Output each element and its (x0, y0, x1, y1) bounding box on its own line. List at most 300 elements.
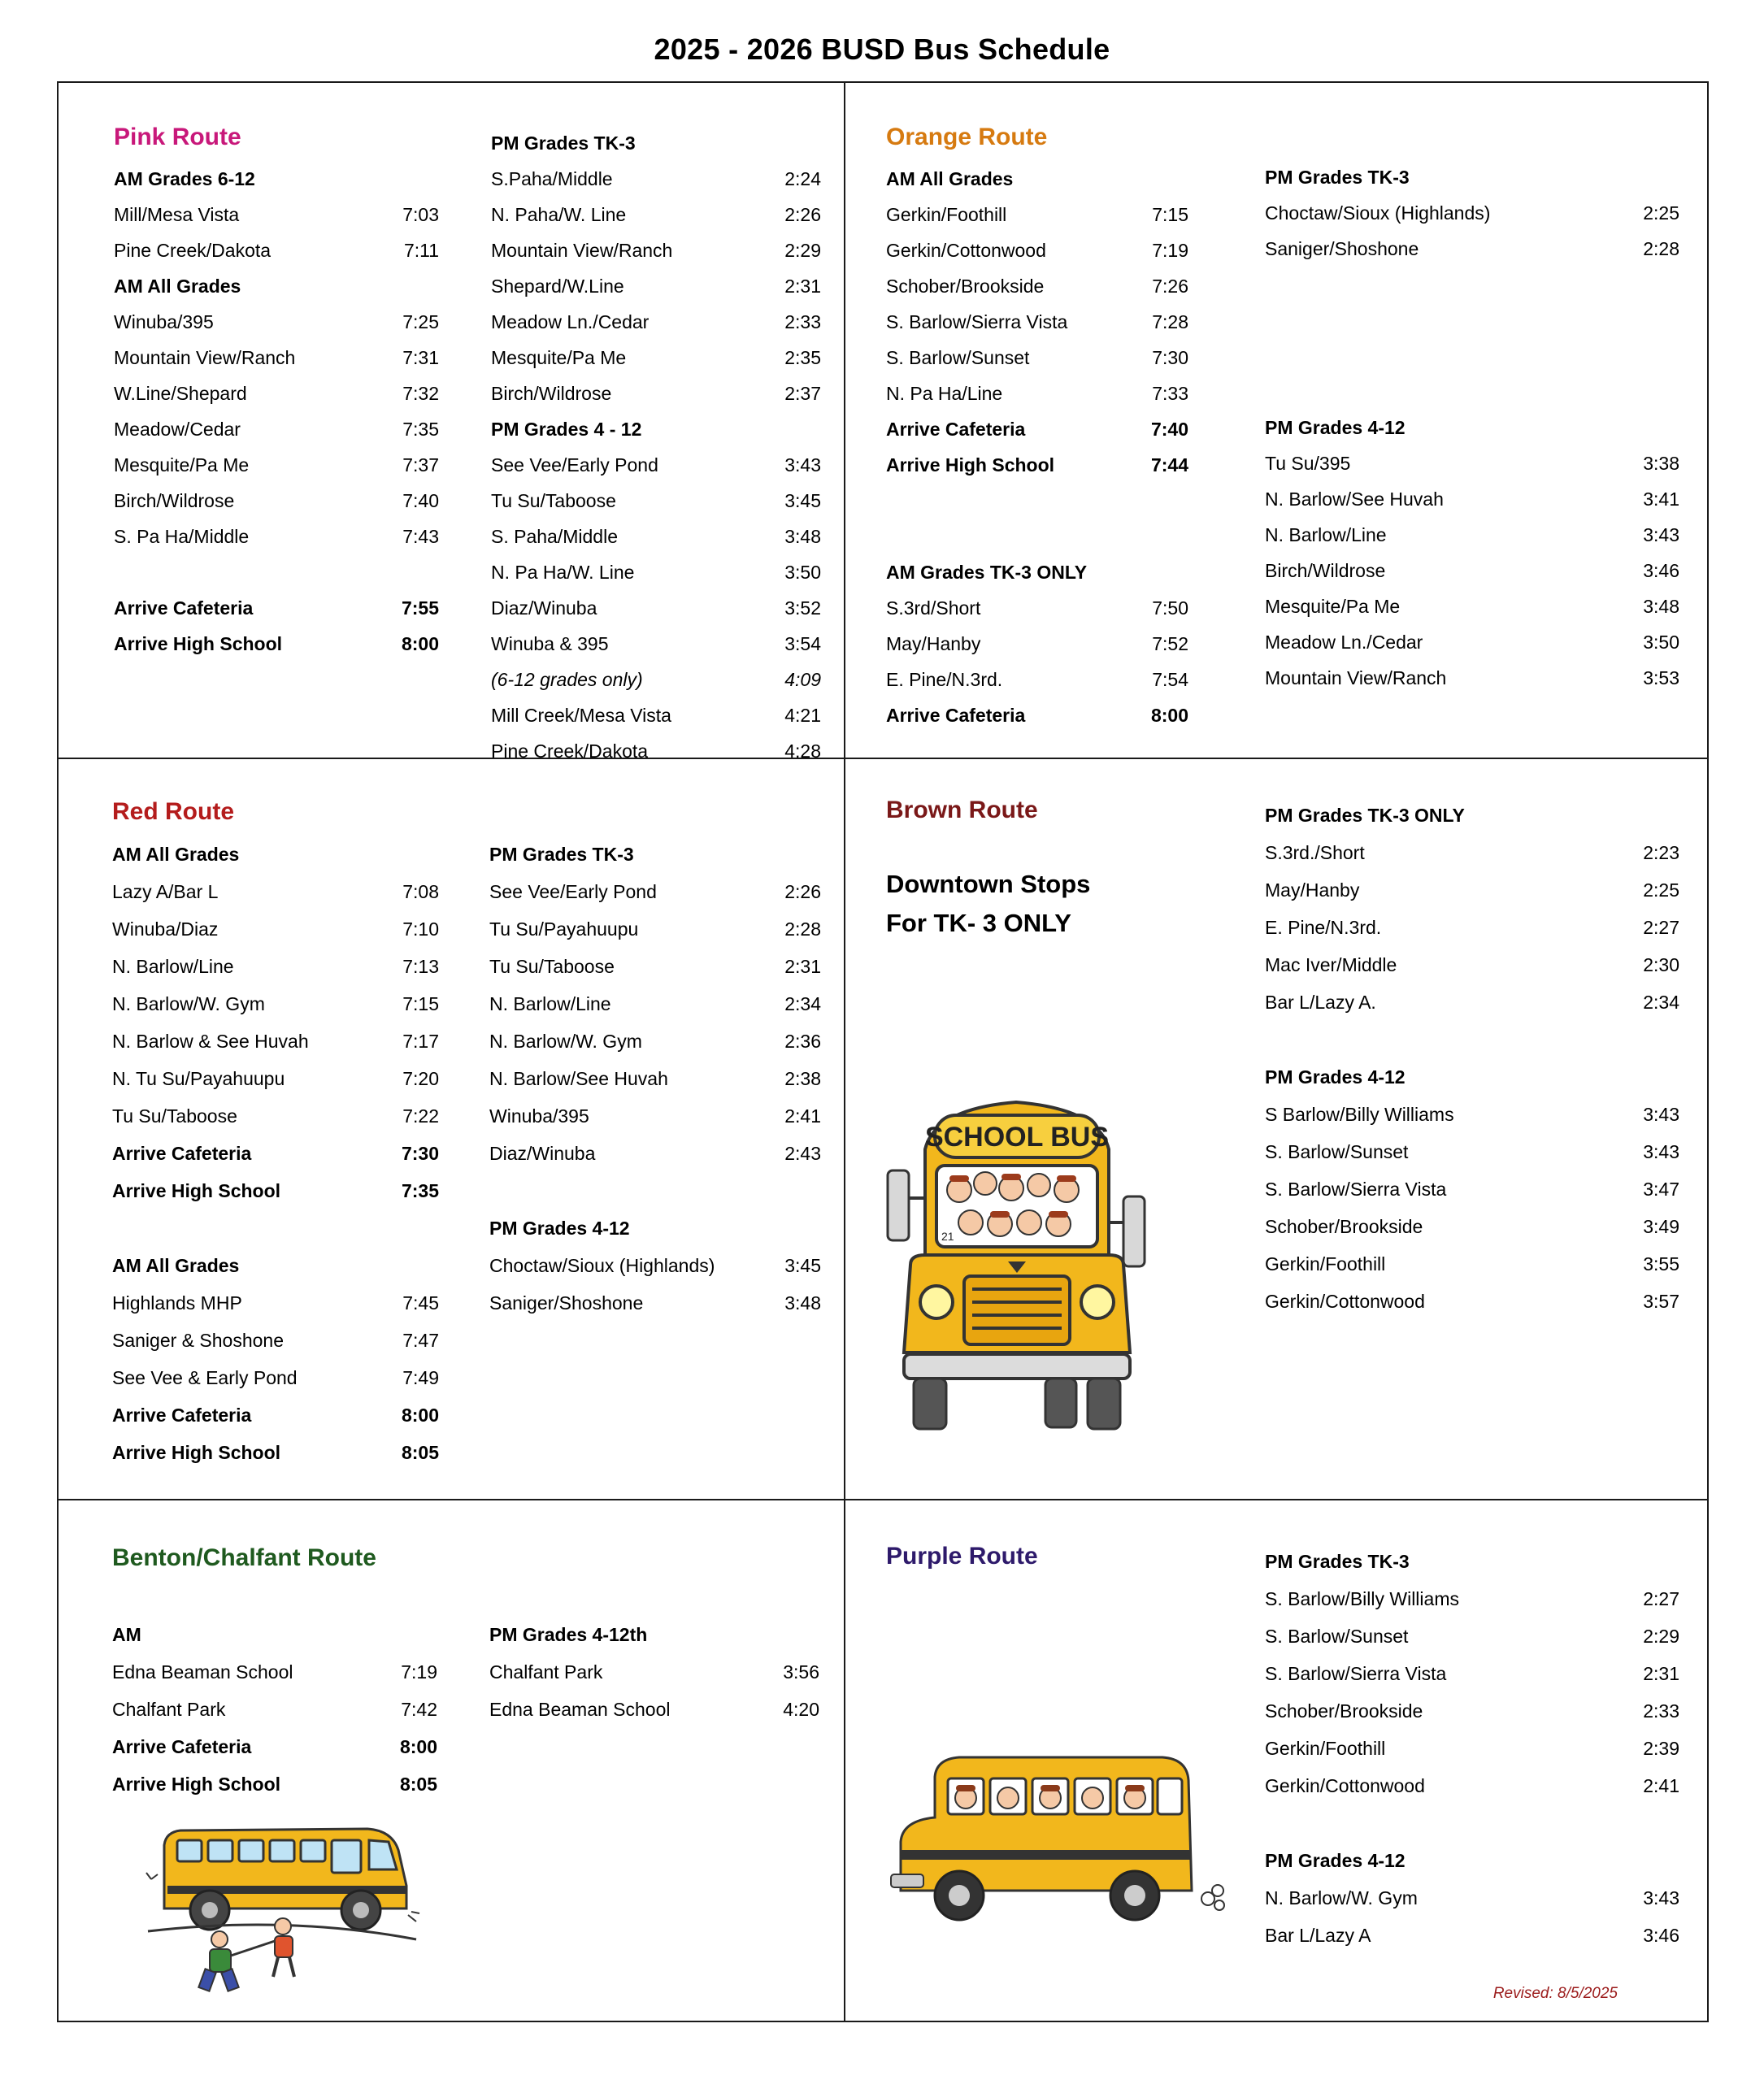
section-heading-label: PM Grades TK-3 ONLY (1265, 804, 1465, 826)
stop-row (1265, 834, 1679, 871)
stop-name: S. Barlow/Sierra Vista (1265, 1662, 1447, 1684)
stop-name: Gerkin/Foothill (1265, 1737, 1386, 1759)
stop-row (112, 873, 439, 910)
stop-time: 2:31 (784, 275, 821, 297)
stop-row (491, 161, 821, 197)
stop-name: Mill/Mesa Vista (114, 203, 240, 225)
stop-row (489, 1653, 819, 1691)
stop-time: 7:37 (402, 454, 439, 475)
pink-route-title: Pink Route (114, 124, 241, 150)
stop-name: S.3rd/Short (886, 597, 981, 619)
spacer (1265, 1021, 1679, 1058)
stop-name: Saniger & Shoshone (112, 1329, 284, 1351)
stop-time: 7:45 (402, 1292, 439, 1314)
stop-row (491, 268, 821, 304)
section-heading-label: PM Grades 4-12 (489, 1217, 630, 1239)
stop-row (1265, 1767, 1679, 1804)
stop-row (112, 1023, 439, 1060)
spacer (886, 519, 1188, 554)
stop-time: 7:35 (402, 418, 439, 440)
schedule-sheet (57, 81, 1709, 2022)
section-heading-label: AM All Grades (112, 1254, 240, 1276)
stop-row (112, 1097, 439, 1135)
stop-row (1265, 1096, 1679, 1133)
stop-name: N. Barlow/Line (1265, 523, 1387, 545)
brown-route-title: Brown Route (886, 797, 1038, 823)
stop-name: Schober/Brookside (886, 275, 1045, 297)
stop-time: 8:05 (401, 1441, 439, 1463)
stop-time: 7:50 (1152, 597, 1188, 619)
stop-time: 7:15 (402, 992, 439, 1014)
stop-row (1265, 588, 1679, 624)
orange-pm-column (1265, 159, 1679, 696)
section-heading (112, 1247, 439, 1284)
stop-name: N. Barlow/W. Gym (1265, 1887, 1418, 1908)
section-heading (1265, 1543, 1679, 1580)
stop-row (886, 662, 1188, 697)
stop-time: 7:20 (402, 1067, 439, 1089)
stop-name: Gerkin/Cottonwood (886, 239, 1046, 261)
stop-row (489, 1691, 819, 1728)
stop-name: Winuba/395 (114, 310, 214, 332)
stop-row (886, 447, 1188, 483)
stop-row (491, 697, 821, 733)
stop-row (114, 626, 439, 662)
stop-row (1265, 231, 1679, 267)
stop-time: 2:31 (784, 955, 821, 977)
stop-name: S. Pa Ha/Middle (114, 525, 250, 547)
stop-time: 2:26 (784, 880, 821, 902)
stop-row (1265, 984, 1679, 1021)
section-heading (1265, 159, 1679, 195)
stop-row (1265, 624, 1679, 660)
stop-name: Arrive High School (886, 454, 1055, 475)
stop-name: Choctaw/Sioux (Highlands) (489, 1254, 715, 1276)
stop-row (1265, 1692, 1679, 1730)
stop-time: 2:36 (784, 1030, 821, 1052)
stop-time: 3:53 (1643, 667, 1679, 688)
benton-route-title: Benton/Chalfant Route (112, 1544, 376, 1571)
red-am-column (112, 836, 439, 1471)
section-heading (489, 1209, 821, 1247)
spacer (1265, 302, 1679, 338)
revised-date: Revised: 8/5/2025 (1492, 1985, 1618, 2002)
stop-row (114, 590, 439, 626)
stop-name: Schober/Brookside (1265, 1700, 1423, 1722)
section-heading (1265, 410, 1679, 445)
red-pm-column (489, 836, 821, 1322)
stop-row (1265, 660, 1679, 696)
stop-time: 3:43 (784, 454, 821, 475)
stop-time: 3:43 (1643, 1140, 1679, 1162)
stop-time: 2:25 (1643, 879, 1679, 901)
spacer (886, 483, 1188, 519)
stop-name: Tu Su/Taboose (489, 955, 615, 977)
page-title: 2025 - 2026 BUSD Bus Schedule (654, 33, 1110, 66)
stop-row (886, 626, 1188, 662)
stop-time: 2:25 (1643, 202, 1679, 224)
section-heading-label: PM Grades 4-12th (489, 1623, 648, 1645)
stop-name: May/Hanby (1265, 879, 1360, 901)
purple-pm-column (1265, 1543, 1679, 1954)
spacer (112, 1209, 439, 1247)
stop-time: 2:34 (784, 992, 821, 1014)
stop-time: 2:37 (784, 382, 821, 404)
stop-row (491, 483, 821, 519)
orange-am-column (886, 161, 1188, 733)
stop-time: 2:35 (784, 346, 821, 368)
stop-time: 8:00 (399, 1735, 437, 1757)
stop-name: Choctaw/Sioux (Highlands) (1265, 202, 1491, 224)
section-heading-label: AM All Grades (114, 275, 241, 297)
section-heading-label: PM Grades 4 - 12 (491, 418, 642, 440)
stop-time: 7:11 (403, 239, 439, 261)
stop-name: Birch/Wildrose (114, 489, 235, 511)
spacer (1265, 374, 1679, 410)
stop-row (1265, 1730, 1679, 1767)
stop-name: May/Hanby (886, 632, 981, 654)
stop-time: 3:41 (1643, 488, 1679, 510)
stop-time: 2:28 (1643, 237, 1679, 259)
stop-name: N. Paha/W. Line (491, 203, 627, 225)
stop-row (1265, 195, 1679, 231)
stop-time: 2:33 (1643, 1700, 1679, 1722)
stop-time: 3:56 (783, 1661, 819, 1683)
stop-row (1265, 481, 1679, 517)
stop-name: Gerkin/Cottonwood (1265, 1774, 1425, 1796)
section-heading-label: PM Grades 4-12 (1265, 416, 1406, 438)
stop-row (114, 376, 439, 411)
stop-time: 7:03 (402, 203, 439, 225)
section-heading-label: PM Grades TK-3 (1265, 1550, 1410, 1572)
section-heading (112, 836, 439, 873)
stop-row (112, 910, 439, 948)
stop-time: 2:34 (1643, 991, 1679, 1013)
stop-row (1265, 1133, 1679, 1170)
stop-time: 7:55 (401, 597, 439, 619)
stop-name: N. Barlow/See Huvah (1265, 488, 1444, 510)
stop-time: 2:31 (1643, 1662, 1679, 1684)
stop-row (886, 232, 1188, 268)
stop-row (886, 376, 1188, 411)
stop-name: Mill Creek/Mesa Vista (491, 704, 671, 726)
section-heading-label: PM Grades TK-3 (491, 132, 636, 154)
stop-name: Mac Iver/Middle (1265, 953, 1397, 975)
stop-name: N. Tu Su/Payahuupu (112, 1067, 285, 1089)
stop-name: N. Barlow/See Huvah (489, 1067, 668, 1089)
downtown-stops-note (886, 865, 1090, 943)
stop-row (1265, 871, 1679, 909)
pink-am-column (114, 161, 439, 662)
stop-row (1265, 1283, 1679, 1320)
brown-pm-column (1265, 797, 1679, 1320)
stop-name: Saniger/Shoshone (1265, 237, 1419, 259)
section-heading (112, 1616, 437, 1653)
stop-row (489, 948, 821, 985)
stop-time: 7:43 (402, 525, 439, 547)
stop-name: Winuba/395 (489, 1105, 589, 1127)
stop-name: S.3rd./Short (1265, 841, 1365, 863)
stop-name: Meadow/Cedar (114, 418, 241, 440)
stop-time: 7:19 (1152, 239, 1188, 261)
benton-am-column (112, 1616, 437, 1803)
stop-row (491, 519, 821, 554)
downtown-line-2: For TK- 3 ONLY (886, 909, 1071, 937)
stop-row (1265, 909, 1679, 946)
stop-time: 7:31 (402, 346, 439, 368)
stop-time: 7:40 (1150, 418, 1188, 440)
stop-time: 7:22 (402, 1105, 439, 1127)
stop-time: 3:43 (1643, 523, 1679, 545)
downtown-line-1: Downtown Stops (886, 870, 1091, 898)
stop-row (1265, 1208, 1679, 1245)
stop-name: N. Barlow/Line (489, 992, 611, 1014)
stop-name: Arrive High School (112, 1179, 281, 1201)
section-heading-label: AM All Grades (112, 843, 240, 865)
stop-name: (6-12 grades only) (491, 668, 643, 690)
stop-time: 4:09 (784, 668, 821, 690)
stop-name: Meadow Ln./Cedar (1265, 631, 1423, 653)
stop-name: Mountain View/Ranch (1265, 667, 1447, 688)
stop-time: 2:43 (784, 1142, 821, 1164)
spacer (114, 554, 439, 590)
stop-row (112, 1434, 439, 1471)
stop-name: Bar L/Lazy A (1265, 1924, 1371, 1946)
stop-time: 8:00 (401, 632, 439, 654)
stop-time: 3:48 (1643, 595, 1679, 617)
benton-route-cell (59, 1500, 844, 2024)
stop-row (1265, 445, 1679, 481)
stop-time: 4:28 (784, 740, 821, 762)
stop-time: 2:39 (1643, 1737, 1679, 1759)
stop-row (114, 411, 439, 447)
stop-name: W.Line/Shepard (114, 382, 247, 404)
stop-row (112, 1691, 437, 1728)
stop-row (112, 1653, 437, 1691)
stop-name: Mesquite/Pa Me (491, 346, 627, 368)
stop-row (114, 447, 439, 483)
section-heading-label: AM (112, 1623, 141, 1645)
stop-row (491, 447, 821, 483)
stop-time: 7:42 (401, 1698, 437, 1720)
stop-row (491, 662, 821, 697)
orange-route-cell (845, 83, 1709, 758)
stop-time: 3:46 (1643, 559, 1679, 581)
stop-time: 3:50 (784, 561, 821, 583)
stop-name: Edna Beaman School (489, 1698, 671, 1720)
stop-row (112, 1322, 439, 1359)
stop-time: 7:28 (1152, 310, 1188, 332)
stop-name: S. Barlow/Billy Williams (1265, 1587, 1459, 1609)
stop-name: S. Paha/Middle (491, 525, 618, 547)
stop-name: Gerkin/Foothill (1265, 1253, 1386, 1274)
stop-name: Arrive Cafeteria (112, 1142, 252, 1164)
red-route-title: Red Route (112, 798, 234, 825)
stop-row (112, 1728, 437, 1765)
stop-row (114, 232, 439, 268)
spacer (1265, 1804, 1679, 1842)
stop-name: See Vee & Early Pond (112, 1366, 298, 1388)
section-heading (114, 161, 439, 197)
stop-name: Edna Beaman School (112, 1661, 293, 1683)
stop-name: Arrive Cafeteria (114, 597, 254, 619)
stop-time: 3:52 (784, 597, 821, 619)
stop-time: 3:45 (784, 489, 821, 511)
stop-name: N. Barlow/W. Gym (112, 992, 265, 1014)
stop-time: 2:26 (784, 203, 821, 225)
stop-name: S.Paha/Middle (491, 167, 613, 189)
stop-time: 7:49 (402, 1366, 439, 1388)
stop-name: Mesquite/Pa Me (1265, 595, 1401, 617)
stop-row (491, 304, 821, 340)
stop-row (886, 590, 1188, 626)
stop-time: 7:30 (401, 1142, 439, 1164)
red-route-cell (59, 759, 844, 1499)
stop-time: 3:38 (1643, 452, 1679, 474)
stop-time: 7:54 (1152, 668, 1188, 690)
spacer (1265, 338, 1679, 374)
stop-row (1265, 1879, 1679, 1917)
stop-row (489, 1060, 821, 1097)
stop-row (491, 232, 821, 268)
section-heading-label: AM Grades 6-12 (114, 167, 255, 189)
stop-time: 7:17 (402, 1030, 439, 1052)
stop-row (489, 873, 821, 910)
stop-row (1265, 1170, 1679, 1208)
purple-route-title: Purple Route (886, 1543, 1038, 1570)
stop-row (1265, 1655, 1679, 1692)
stop-name: E. Pine/N.3rd. (1265, 916, 1382, 938)
stop-row (1265, 1618, 1679, 1655)
stop-row (1265, 1580, 1679, 1618)
stop-time: 4:21 (784, 704, 821, 726)
stop-name: Tu Su/395 (1265, 452, 1351, 474)
stop-row (112, 1284, 439, 1322)
section-heading-label: PM Grades 4-12 (1265, 1066, 1406, 1088)
stop-row (489, 910, 821, 948)
stop-name: Schober/Brookside (1265, 1215, 1423, 1237)
stop-time: 3:54 (784, 632, 821, 654)
stop-name: Arrive High School (112, 1773, 281, 1795)
stop-name: Chalfant Park (489, 1661, 603, 1683)
stop-name: Mountain View/Ranch (491, 239, 673, 261)
stop-time: 3:45 (784, 1254, 821, 1276)
stop-time: 4:20 (783, 1698, 819, 1720)
stop-time: 2:24 (784, 167, 821, 189)
stop-time: 3:49 (1643, 1215, 1679, 1237)
brown-route-cell (845, 759, 1709, 1499)
stop-time: 7:26 (1152, 275, 1188, 297)
stop-time: 2:41 (1643, 1774, 1679, 1796)
stop-row (489, 1284, 821, 1322)
stop-name: Arrive Cafeteria (886, 418, 1026, 440)
stop-time: 2:33 (784, 310, 821, 332)
stop-name: Gerkin/Cottonwood (1265, 1290, 1425, 1312)
stop-row (114, 483, 439, 519)
stop-row (489, 1097, 821, 1135)
stop-row (491, 590, 821, 626)
stop-time: 7:47 (402, 1329, 439, 1351)
stop-name: S. Barlow/Sierra Vista (886, 310, 1068, 332)
section-heading (491, 125, 821, 161)
pink-route-cell (59, 83, 844, 762)
stop-name: Pine Creek/Dakota (114, 239, 272, 261)
stop-time: 7:25 (402, 310, 439, 332)
school-bus-front-illustration (886, 1092, 1146, 1434)
section-heading-label: AM All Grades (886, 167, 1014, 189)
stop-time: 7:33 (1152, 382, 1188, 404)
stop-row (112, 948, 439, 985)
stop-row (112, 1359, 439, 1396)
stop-name: Shepard/W.Line (491, 275, 624, 297)
stop-time: 3:50 (1643, 631, 1679, 653)
purple-route-cell (845, 1500, 1709, 2024)
spacer (1265, 267, 1679, 302)
bus-number: 21 (941, 1230, 954, 1243)
stop-name: Arrive High School (112, 1441, 281, 1463)
stop-row (491, 197, 821, 232)
stop-time: 2:27 (1643, 1587, 1679, 1609)
stop-name: S. Barlow/Sunset (1265, 1140, 1409, 1162)
section-heading (886, 554, 1188, 590)
stop-name: N. Pa Ha/W. Line (491, 561, 635, 583)
section-heading (886, 161, 1188, 197)
stop-name: Lazy A/Bar L (112, 880, 219, 902)
stop-row (491, 554, 821, 590)
stop-row (112, 1765, 437, 1803)
stop-row (1265, 553, 1679, 588)
stop-name: Tu Su/Taboose (112, 1105, 237, 1127)
stop-name: Gerkin/Foothill (886, 203, 1007, 225)
stop-time: 2:41 (784, 1105, 821, 1127)
stop-time: 3:57 (1643, 1290, 1679, 1312)
stop-time: 2:23 (1643, 841, 1679, 863)
stop-time: 3:47 (1643, 1178, 1679, 1200)
stop-name: See Vee/Early Pond (489, 880, 657, 902)
stop-time: 2:30 (1643, 953, 1679, 975)
section-heading (1265, 797, 1679, 834)
bus-side-illustration (886, 1752, 1227, 1939)
stop-name: S Barlow/Billy Williams (1265, 1103, 1454, 1125)
stop-name: Highlands MHP (112, 1292, 242, 1314)
stop-name: Saniger/Shoshone (489, 1292, 644, 1314)
stop-row (489, 1023, 821, 1060)
stop-row (491, 340, 821, 376)
stop-row (1265, 517, 1679, 553)
stop-name: Arrive Cafeteria (112, 1735, 252, 1757)
stop-row (489, 985, 821, 1023)
stop-time: 2:28 (784, 918, 821, 940)
stop-name: E. Pine/N.3rd. (886, 668, 1003, 690)
stop-row (112, 1172, 439, 1209)
stop-time: 7:30 (1152, 346, 1188, 368)
stop-name: Birch/Wildrose (491, 382, 612, 404)
stop-time: 2:27 (1643, 916, 1679, 938)
section-heading (489, 1616, 819, 1653)
stop-name: Winuba/Diaz (112, 918, 219, 940)
stop-time: 8:05 (399, 1773, 437, 1795)
stop-time: 7:08 (402, 880, 439, 902)
stop-time: 2:29 (784, 239, 821, 261)
stop-name: Winuba & 395 (491, 632, 609, 654)
stop-name: Mesquite/Pa Me (114, 454, 250, 475)
stop-time: 8:00 (1150, 704, 1188, 726)
stop-name: Diaz/Winuba (491, 597, 597, 619)
stop-time: 3:43 (1643, 1103, 1679, 1125)
section-heading (114, 268, 439, 304)
stop-name: Chalfant Park (112, 1698, 226, 1720)
stop-name: Tu Su/Taboose (491, 489, 616, 511)
